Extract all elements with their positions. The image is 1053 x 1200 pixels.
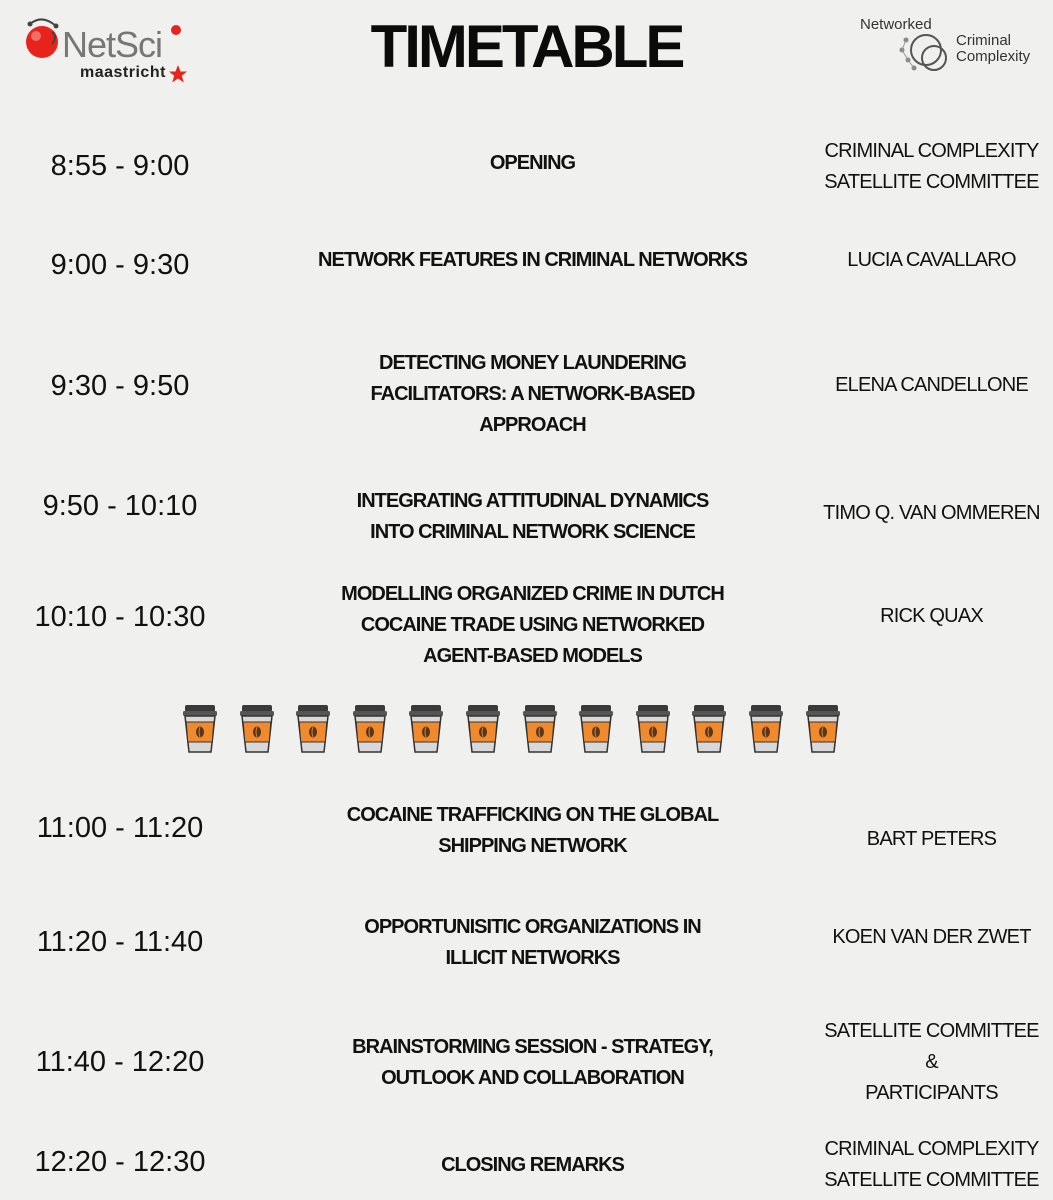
session-title-line: NETWORK FEATURES IN CRIMINAL NETWORKS [318, 249, 747, 271]
session-time: 11:40 - 12:20 [35, 1046, 205, 1078]
maastricht-logo-text: maastricht [80, 64, 166, 81]
session-time: 11:20 - 11:40 [36, 926, 204, 958]
speaker-line: CRIMINAL COMPLEXITY [824, 140, 1039, 162]
coffee-cup-icon [293, 704, 333, 754]
session-title-line: BRAINSTORMING SESSION - STRATEGY, [352, 1036, 713, 1058]
session-title [300, 245, 765, 276]
session-title-line: OPPORTUNISITIC ORGANIZATIONS IN [364, 916, 701, 938]
session-title-line: SHIPPING NETWORK [438, 835, 627, 857]
network-emblem-icon [896, 28, 956, 78]
header [0, 0, 1053, 110]
speaker-line: RICK QUAX [880, 605, 983, 627]
session-speaker [810, 1134, 1053, 1196]
coffee-cup-icon [633, 704, 673, 754]
session-title-line: MODELLING ORGANIZED CRIME IN DUTCH [341, 583, 724, 605]
session-title-line: DETECTING MONEY LAUNDERING [379, 352, 686, 374]
session-title [300, 148, 765, 179]
session-time: 9:50 - 10:10 [42, 490, 198, 522]
session-speaker [810, 136, 1053, 198]
session-speaker [810, 370, 1053, 401]
coffee-cup-icon [520, 704, 560, 754]
session-time: 9:30 - 9:50 [50, 370, 190, 402]
speaker-line: & [925, 1051, 938, 1073]
session-speaker [810, 245, 1053, 276]
session-speaker [810, 922, 1053, 953]
session-time: 9:00 - 9:30 [50, 249, 190, 281]
speaker-line: TIMO Q. VAN OMMEREN [823, 502, 1040, 524]
session-title-line: FACILITATORS: A NETWORK-BASED [370, 383, 695, 405]
speaker-line: SATELLITE COMMITTEE [824, 1020, 1039, 1042]
session-title-line: OUTLOOK AND COLLABORATION [381, 1067, 684, 1089]
coffee-cup-icon [576, 704, 616, 754]
logo-line-complexity: Complexity [956, 48, 1031, 65]
coffee-cup-icon [689, 704, 729, 754]
session-speaker [810, 824, 1053, 855]
session-title-line: INTO CRIMINAL NETWORK SCIENCE [370, 521, 695, 543]
speaker-line: ELENA CANDELLONE [835, 374, 1028, 396]
speaker-line: CRIMINAL COMPLEXITY [824, 1138, 1039, 1160]
coffee-cup-icon [237, 704, 277, 754]
session-title [300, 579, 765, 672]
session-title-line: APPROACH [479, 414, 586, 436]
coffee-cup-icon [180, 704, 220, 754]
session-title-line: COCAINE TRAFFICKING ON THE GLOBAL [346, 804, 719, 826]
session-time: 10:10 - 10:30 [34, 601, 206, 633]
speaker-line: LUCIA CAVALLARO [847, 249, 1016, 271]
session-time: 8:55 - 9:00 [50, 150, 190, 182]
session-time: 11:00 - 11:20 [36, 812, 204, 844]
logo-line-networked: Networked [860, 16, 932, 33]
session-time: 12:20 - 12:30 [34, 1146, 206, 1178]
speaker-line: BART PETERS [866, 828, 997, 850]
speaker-line: KOEN VAN DER ZWET [832, 926, 1031, 948]
session-speaker [810, 601, 1053, 632]
page-title: TIMETABLE [370, 13, 683, 80]
session-title [300, 800, 765, 862]
coffee-break [180, 704, 840, 756]
coffee-cup-icon [406, 704, 446, 754]
session-title-line: ILLICIT NETWORKS [445, 947, 620, 969]
session-title [300, 486, 765, 548]
coffee-cup-icon [746, 704, 786, 754]
session-title-line: COCAINE TRADE USING NETWORKED [360, 614, 705, 636]
session-title [300, 1032, 765, 1094]
session-speaker [810, 1016, 1053, 1109]
session-title-line: CLOSING REMARKS [441, 1154, 624, 1176]
speaker-line: SATELLITE COMMITTEE [824, 171, 1039, 193]
session-title-line: OPENING [489, 152, 576, 174]
logo-line-criminal: Criminal [956, 32, 1012, 49]
session-title [300, 1150, 765, 1181]
session-speaker [810, 498, 1053, 529]
session-title [300, 912, 765, 974]
speaker-line: SATELLITE COMMITTEE [824, 1169, 1039, 1191]
coffee-cup-icon [350, 704, 390, 754]
coffee-cup-icon [803, 704, 843, 754]
session-title-line: AGENT-BASED MODELS [423, 645, 642, 667]
netsci-logo-text: NetSci [62, 24, 163, 65]
coffee-cup-icon [463, 704, 503, 754]
networked-criminal-complexity-logo [856, 14, 1036, 76]
session-title-line: INTEGRATING ATTITUDINAL DYNAMICS [356, 490, 709, 512]
speaker-line: PARTICIPANTS [865, 1082, 998, 1104]
session-title [300, 348, 765, 441]
